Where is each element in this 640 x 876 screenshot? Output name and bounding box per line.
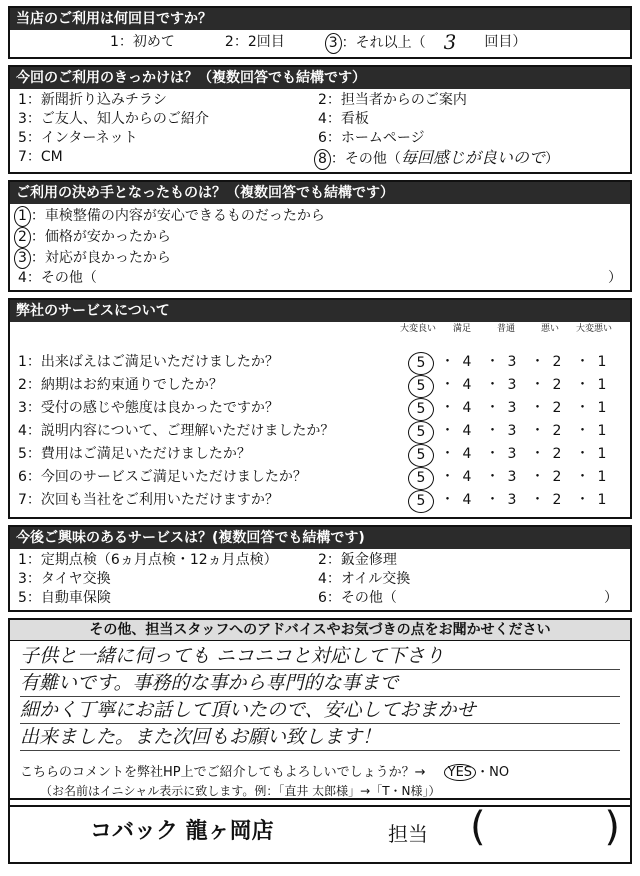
interest-options: [10, 549, 630, 610]
rating-question: 2：納期はお約束通りでしたか？: [18, 377, 223, 393]
yes-option[interactable]: YES: [444, 764, 476, 781]
shop-footer: [8, 798, 632, 864]
score-separator: ・: [440, 446, 455, 462]
section-comments: [8, 618, 632, 807]
rating-scores: [408, 444, 622, 467]
rating-question: 7：次回も当社をご利用いただけますか？: [18, 492, 279, 508]
section-title: ご利用の決め手となったものは？（複数回答でも結構です）: [10, 182, 630, 204]
option-oil-change[interactable]: 4：オイル交換: [318, 571, 411, 587]
score-option[interactable]: 2: [552, 492, 562, 508]
score-option[interactable]: 4: [462, 354, 472, 370]
option-second[interactable]: 2：2回目: [224, 34, 285, 50]
rating-row: [10, 421, 630, 444]
other-handwritten: 毎回感じが良いので: [400, 148, 545, 167]
score-separator: ・: [530, 400, 545, 416]
option-staff[interactable]: 2：担当者からのご案内: [318, 92, 467, 108]
factor-price[interactable]: 2 ：価格が安かったから: [10, 227, 630, 248]
option-other[interactable]: 8 ：その他（毎回感じが良いので）: [318, 148, 618, 170]
comments-title: その他、担当スタッフへのアドバイスやお気づきの点をお聞かせください: [10, 620, 630, 641]
visit-count-suffix: 回目）: [484, 34, 527, 50]
score-option[interactable]: 1: [597, 377, 607, 393]
score-option[interactable]: 1: [597, 469, 607, 485]
rating-row: [10, 490, 630, 513]
score-separator: ・: [575, 446, 590, 462]
score-separator: ・: [485, 400, 500, 416]
score-separator: ・: [485, 423, 500, 439]
score-selected[interactable]: 5: [408, 444, 434, 467]
score-separator: ・: [575, 354, 590, 370]
rating-scores: [408, 421, 622, 444]
option-first[interactable]: 1：初めて: [110, 34, 175, 50]
score-separator: ・: [440, 377, 455, 393]
score-option[interactable]: 1: [597, 423, 607, 439]
survey-sheet: [8, 6, 632, 813]
section-future-interest: [8, 525, 632, 612]
selected-mark: 1: [14, 206, 31, 227]
score-separator: ・: [440, 492, 455, 508]
rating-scores: [408, 398, 622, 421]
comment-text-area[interactable]: [10, 641, 630, 753]
rating-question: 5：費用はご満足いただけましたか？: [18, 446, 251, 462]
score-separator: ・: [575, 469, 590, 485]
option-more[interactable]: 3 ：それ以上（: [329, 33, 426, 54]
initial-note: （お名前はイニシャル表示に致します。例：「直井 太郎様」→「T・N様」）: [40, 784, 441, 798]
score-option[interactable]: 1: [597, 492, 607, 508]
score-option[interactable]: 3: [507, 423, 517, 439]
section-service-rating: [8, 298, 632, 519]
rating-rows: [10, 352, 630, 517]
score-separator: ・: [530, 469, 545, 485]
rating-row: [10, 444, 630, 467]
score-selected[interactable]: 5: [408, 467, 434, 490]
section-visit-count: [8, 6, 632, 59]
option-internet[interactable]: 5：インターネット: [18, 130, 138, 146]
trigger-options: [10, 89, 630, 172]
section-title: 当店のご利用は何回目ですか？: [10, 8, 630, 30]
rating-scale-header: [10, 322, 630, 352]
comment-line: 出来ました。また次回もお願い致します！: [20, 724, 620, 751]
comment-line: 子供と一緒に伺っても ニコニコと対応して下さり: [20, 643, 620, 670]
option-flyer[interactable]: 1：新聞折り込みチラシ: [18, 92, 167, 108]
score-selected[interactable]: 5: [408, 398, 434, 421]
score-option[interactable]: 3: [507, 354, 517, 370]
score-selected[interactable]: 5: [408, 375, 434, 398]
selected-mark: 2: [14, 227, 31, 248]
scale-very-bad: 大変悪い: [575, 324, 612, 334]
score-separator: ・: [530, 377, 545, 393]
scale-very-good: 大変良い: [399, 324, 436, 334]
score-separator: ・: [530, 354, 545, 370]
rating-scores: [408, 467, 622, 490]
factor-inspection[interactable]: 1 ：車検整備の内容が安心できるものだったから: [10, 206, 630, 227]
publish-question: こちらのコメントを弊社HP上でご紹介してもよろしいでしょうか？→: [20, 765, 426, 780]
score-option[interactable]: 3: [507, 446, 517, 462]
scale-bad: 悪い: [540, 324, 559, 334]
option-cm[interactable]: 7：CM: [18, 149, 63, 165]
visit-count-handwritten: 3: [443, 30, 457, 54]
score-separator: ・: [485, 377, 500, 393]
option-referral[interactable]: 3：ご友人、知人からのご紹介: [18, 111, 209, 127]
score-option[interactable]: 3: [507, 469, 517, 485]
no-option[interactable]: NO: [489, 765, 510, 780]
section-title: 弊社のサービスについて: [10, 300, 630, 322]
score-option[interactable]: 1: [597, 354, 607, 370]
selected-mark: 3: [14, 248, 31, 269]
score-selected[interactable]: 5: [408, 490, 434, 513]
selected-mark: 8: [314, 149, 331, 170]
option-tire-change[interactable]: 3：タイヤ交換: [18, 571, 111, 587]
option-homepage[interactable]: 6：ホームページ: [318, 130, 425, 146]
option-periodic-inspection[interactable]: 1：定期点検（6ヵ月点検・12ヵ月点検）: [18, 552, 278, 568]
comment-line: 有難いです。事務的な事から専門的な事まで: [20, 670, 620, 697]
score-separator: ・: [440, 400, 455, 416]
score-option[interactable]: 2: [552, 469, 562, 485]
score-separator: ・: [530, 446, 545, 462]
section-title: 今後ご興味のあるサービスは？(複数回答でも結構です): [10, 527, 630, 549]
score-selected[interactable]: 5: [408, 352, 434, 375]
score-option[interactable]: 4: [462, 400, 472, 416]
score-separator: ・: [530, 492, 545, 508]
option-insurance[interactable]: 5：自動車保険: [18, 590, 111, 606]
rating-question: 6：今回のサービスご満足いただけましたか？: [18, 469, 307, 485]
option-signboard[interactable]: 4：看板: [318, 111, 369, 127]
rating-question: 1：出来ばえはご満足いただけましたか？: [18, 354, 279, 370]
scale-satisfied: 満足: [452, 324, 471, 334]
score-selected[interactable]: 5: [408, 421, 434, 444]
factor-other[interactable]: 4：その他（ ）: [18, 270, 622, 286]
score-separator: ・: [440, 354, 455, 370]
score-separator: ・: [485, 492, 500, 508]
score-separator: ・: [575, 377, 590, 393]
score-option[interactable]: 2: [552, 354, 562, 370]
rating-scores: [408, 490, 622, 513]
option-body-repair[interactable]: 2：鈑金修理: [318, 552, 397, 568]
score-option[interactable]: 4: [462, 492, 472, 508]
section-title: 今回のご利用のきっかけは？（複数回答でも結構です）: [10, 67, 630, 89]
score-option[interactable]: 3: [507, 492, 517, 508]
rating-row: [10, 375, 630, 398]
score-option[interactable]: 4: [462, 377, 472, 393]
score-option[interactable]: 1: [597, 400, 607, 416]
staff-label: 担当: [388, 822, 428, 846]
score-option[interactable]: 1: [597, 446, 607, 462]
score-separator: ・: [485, 354, 500, 370]
score-separator: ・: [440, 423, 455, 439]
selected-mark: 3: [325, 33, 342, 54]
score-separator: ・: [485, 469, 500, 485]
score-option[interactable]: 4: [462, 446, 472, 462]
comment-line: 細かく丁寧にお話して頂いたので、安心しておまかせ: [20, 697, 620, 724]
scale-normal: 普通: [496, 324, 515, 334]
score-option[interactable]: 2: [552, 377, 562, 393]
rating-scores: [408, 375, 622, 398]
rating-scores: [408, 352, 622, 375]
rating-question: 4：説明内容について、ご理解いただけましたか？: [18, 423, 335, 439]
score-option[interactable]: 3: [507, 377, 517, 393]
score-option[interactable]: 4: [462, 423, 472, 439]
score-separator: ・: [575, 400, 590, 416]
section-deciding-factor: [8, 180, 632, 292]
score-option[interactable]: 3: [507, 400, 517, 416]
score-option[interactable]: 2: [552, 400, 562, 416]
rating-row: [10, 467, 630, 490]
staff-name-field[interactable]: ( ): [470, 804, 620, 850]
shop-name: コバック 龍ヶ岡店: [90, 819, 274, 844]
score-separator: ・: [575, 423, 590, 439]
option-other[interactable]: 6：その他（ ）: [318, 590, 618, 606]
rating-row: [10, 398, 630, 421]
score-option[interactable]: 4: [462, 469, 472, 485]
section-trigger: [8, 65, 632, 174]
score-separator: ・: [575, 492, 590, 508]
score-separator: ・: [485, 446, 500, 462]
score-option[interactable]: 2: [552, 446, 562, 462]
score-option[interactable]: 2: [552, 423, 562, 439]
rating-row: [10, 352, 630, 375]
score-separator: ・: [440, 469, 455, 485]
score-separator: ・: [530, 423, 545, 439]
rating-question: 3：受付の感じや態度は良かったですか？: [18, 400, 279, 416]
publish-permission: こちらのコメントを弊社HP上でご紹介してもよろしいでしょうか？→ YES ・NO: [20, 765, 510, 780]
factor-service[interactable]: 3 ：対応が良かったから: [10, 248, 630, 269]
